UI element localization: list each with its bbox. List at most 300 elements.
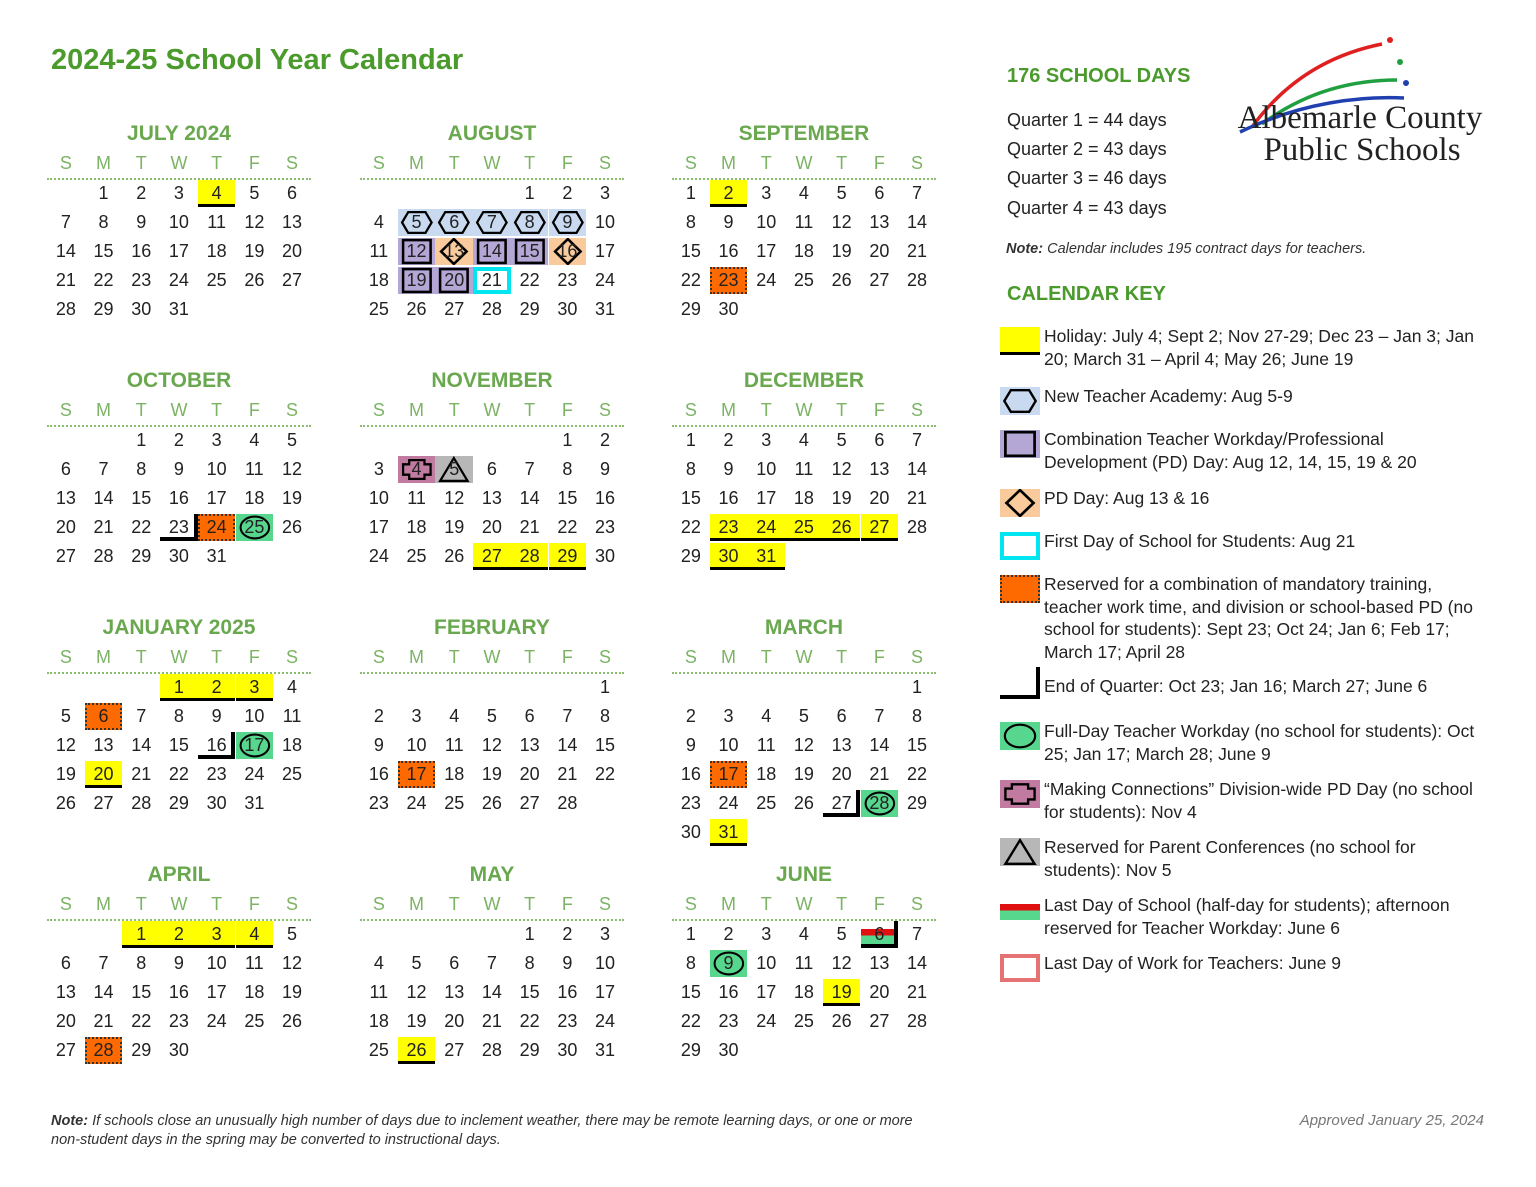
day-number: 24 [368,546,389,566]
day-cell [47,485,85,512]
day-number: 21 [869,764,890,784]
key-label: First Day of School for Students: Aug 21 [1044,531,1356,551]
day-cell [398,267,436,294]
key-label: End of Quarter: Oct 23; Jan 16; March 27; June 6 [1044,676,1428,696]
weekday-header: T [524,153,536,173]
day-cell [360,1037,398,1064]
day-cell [273,761,311,788]
day-cell [861,514,899,541]
day-number: 3 [249,677,260,697]
day-cell [273,180,311,207]
day-number: 30 [718,299,739,319]
day-number: 22 [93,270,114,290]
day-cell [198,1008,236,1035]
weekday-header: F [873,153,885,173]
day-cell [398,543,436,570]
day-cell [747,267,785,294]
day-cell [122,238,160,265]
key-label: PD Day: Aug 13 & 16 [1044,488,1210,508]
weekday-header: M [96,153,112,173]
day-cell [898,950,936,977]
day-number: 24 [756,517,777,537]
day-number: 2 [562,183,573,203]
day-cell [785,485,823,512]
day-number: 17 [244,735,265,755]
day-number: 9 [723,953,734,973]
day-number: 23 [168,517,189,537]
day-cell [823,238,861,265]
day-number: 1 [600,677,611,697]
day-cell [198,267,236,294]
day-number: 30 [680,822,701,842]
day-number: 16 [680,764,701,784]
key-label: Holiday: July 4; Sept 2; Nov 27-29; Dec 23 – Jan 3; Jan 20; March 31 – April 4; May 26; June 19 [1044,326,1474,369]
day-number: 12 [244,212,265,232]
day-cell [360,267,398,294]
day-number: 29 [93,299,114,319]
weekday-header: S [684,894,697,914]
day-cell [47,456,85,483]
day-cell [747,180,785,207]
day-number: 18 [756,764,777,784]
month-july-2024 [47,120,311,340]
day-number: 28 [907,1011,928,1031]
day-number: 18 [206,241,227,261]
day-cell [160,1008,198,1035]
day-cell [511,238,549,265]
day-cell [785,703,823,730]
day-cell [85,514,123,541]
day-number: 27 [55,1040,76,1060]
weekday-header: S [599,153,612,173]
day-cell [273,1008,311,1035]
day-number: 13 [282,212,303,232]
day-cell [898,732,936,759]
day-cell [586,296,624,323]
weekday-header: W [795,647,813,667]
day-cell [398,950,436,977]
day-cell [473,979,511,1006]
day-cell [898,238,936,265]
day-cell [549,1037,587,1064]
day-cell [85,485,123,512]
day-cell [473,456,511,483]
square-icon [1000,430,1040,458]
key-swatch [1000,954,1040,982]
day-cell [160,543,198,570]
day-number: 8 [136,459,147,479]
day-number: 2 [173,924,184,944]
day-number: 19 [831,982,852,1002]
weekday-header: F [248,400,260,420]
day-number: 14 [557,735,578,755]
day-number: 22 [519,1011,540,1031]
day-number: 30 [718,1040,739,1060]
reserved-day-highlight [1000,575,1040,603]
day-number: 21 [55,270,76,290]
day-cell [823,485,861,512]
weekday-header: M [721,647,737,667]
day-cell [85,238,123,265]
day-cell [236,761,274,788]
page-title: 2024-25 School Year Calendar [51,44,464,76]
month-april [47,861,311,1081]
day-number: 7 [912,183,923,203]
day-cell [823,790,861,817]
contract-days-note [1006,241,1366,257]
weekday-header: W [483,400,501,420]
day-number: 18 [244,982,265,1002]
day-cell [47,209,85,236]
weekday-header: T [836,153,848,173]
day-number: 13 [869,953,890,973]
day-number: 20 [444,1011,465,1031]
day-cell [511,514,549,541]
weekday-header: W [795,153,813,173]
day-cell [85,456,123,483]
day-number: 11 [245,459,264,479]
day-cell [473,1037,511,1064]
day-number: 3 [761,183,772,203]
day-cell [160,456,198,483]
day-number: 24 [595,270,616,290]
day-cell [360,485,398,512]
day-cell [549,485,587,512]
day-cell [511,732,549,759]
weekday-header: S [599,647,612,667]
day-number: 19 [282,982,303,1002]
day-cell [160,485,198,512]
day-cell [823,180,861,207]
day-number: 4 [249,430,260,450]
day-number: 8 [600,706,611,726]
day-number: 11 [756,735,776,755]
day-cell [435,514,473,541]
day-number: 7 [98,459,109,479]
day-cell [511,543,549,570]
day-cell [122,543,160,570]
day-cell [47,543,85,570]
day-number: 29 [131,1040,152,1060]
day-number: 26 [831,270,852,290]
day-number: 3 [600,924,611,944]
day-number: 23 [718,270,739,290]
day-cell [710,427,748,454]
day-cell [586,209,624,236]
day-cell [122,1008,160,1035]
day-number: 1 [173,677,184,697]
day-number: 24 [406,793,427,813]
day-cell [586,543,624,570]
day-number: 11 [794,212,814,232]
day-cell [360,979,398,1006]
day-number: 2 [723,430,734,450]
day-number: 6 [60,953,71,973]
day-number: 4 [373,212,384,232]
day-number: 5 [287,924,298,944]
day-cell [861,732,899,759]
day-number: 5 [60,706,71,726]
day-cell [122,979,160,1006]
day-cell [473,950,511,977]
day-number: 14 [907,953,928,973]
day-number: 8 [912,706,923,726]
day-cell [398,514,436,541]
day-number: 15 [519,241,540,261]
day-cell [586,732,624,759]
weekday-header: W [170,400,188,420]
day-number: 30 [168,546,189,566]
day-cell [198,427,236,454]
day-number: 12 [831,459,852,479]
day-number: 16 [718,982,739,1002]
day-number: 26 [406,299,427,319]
month-title: JUNE [775,863,833,886]
weekday-header: S [599,894,612,914]
day-number: 16 [557,241,578,261]
day-cell [747,761,785,788]
day-number: 31 [244,793,265,813]
day-number: 28 [131,793,152,813]
day-number: 4 [211,183,222,203]
day-number: 1 [524,183,535,203]
weekday-header: T [836,894,848,914]
day-cell [861,921,899,948]
day-cell [861,456,899,483]
day-number: 10 [756,953,777,973]
footer-note-label: Note: [51,1113,89,1129]
day-cell [710,209,748,236]
day-number: 27 [55,546,76,566]
day-number: 15 [595,735,616,755]
day-number: 25 [793,270,814,290]
day-number: 15 [680,982,701,1002]
key-swatch [1000,327,1040,355]
weekday-header: S [684,153,697,173]
month-title: SEPTEMBER [738,122,870,145]
weekday-header: T [448,400,460,420]
day-cell [47,1037,85,1064]
day-number: 21 [481,1011,502,1031]
day-number: 14 [907,459,928,479]
day-cell [861,427,899,454]
day-number: 23 [718,1011,739,1031]
day-number: 3 [211,430,222,450]
day-number: 22 [557,517,578,537]
hexagon-icon [1000,387,1040,415]
weekday-header: T [211,153,223,173]
day-number: 20 [869,982,890,1002]
day-cell [672,819,710,846]
day-number: 9 [136,212,147,232]
day-cell [672,543,710,570]
day-number: 25 [406,546,427,566]
day-number: 9 [211,706,222,726]
day-number: 17 [206,982,227,1002]
day-number: 11 [282,706,302,726]
day-number: 7 [874,706,885,726]
day-cell [549,921,587,948]
day-cell [785,1008,823,1035]
day-number: 13 [444,982,465,1002]
weekday-header: W [483,647,501,667]
day-number: 26 [282,517,303,537]
day-number: 14 [55,241,76,261]
day-number: 17 [168,241,189,261]
weekday-header: T [135,400,147,420]
weekday-header: S [372,894,385,914]
day-number: 25 [368,1040,389,1060]
day-number: 17 [595,982,616,1002]
day-cell [198,979,236,1006]
day-number: 29 [680,546,701,566]
weekday-header: W [795,894,813,914]
day-number: 9 [600,459,611,479]
day-number: 10 [595,953,616,973]
day-cell [586,1037,624,1064]
day-number: 23 [206,764,227,784]
day-number: 28 [907,517,928,537]
day-cell [398,209,436,236]
day-number: 16 [168,488,189,508]
end-of-quarter-marker [1000,667,1040,699]
day-cell [85,950,123,977]
day-number: 21 [907,982,928,1002]
weekday-header: F [561,894,573,914]
day-number: 26 [481,793,502,813]
month-may [360,861,624,1081]
day-cell [586,761,624,788]
day-cell [47,267,85,294]
day-number: 21 [907,488,928,508]
day-cell [435,238,473,265]
key-label: Last Day of School (half-day for students); afternoon reserved for Teacher Workday: June 6 [1044,895,1450,938]
day-cell [672,979,710,1006]
day-cell [672,1008,710,1035]
day-number: 12 [793,735,814,755]
day-number: 11 [794,459,814,479]
day-cell [435,1008,473,1035]
day-number: 3 [173,183,184,203]
day-cell [861,209,899,236]
key-label: “Making Connections” Division-wide PD Day (no school for students): Nov 4 [1044,779,1473,822]
school-days-heading: 176 SCHOOL DAYS [1007,65,1191,87]
weekday-header: S [59,153,72,173]
day-cell [898,427,936,454]
day-number: 25 [368,299,389,319]
day-number: 7 [912,430,923,450]
day-number: 24 [168,270,189,290]
day-number: 26 [831,1011,852,1031]
month-august [360,120,624,340]
weekday-header: M [96,647,112,667]
day-number: 8 [98,212,109,232]
day-cell [861,180,899,207]
day-number: 17 [595,241,616,261]
day-number: 31 [168,299,189,319]
day-cell [236,485,274,512]
day-number: 22 [907,764,928,784]
day-cell [586,979,624,1006]
day-number: 25 [793,1011,814,1031]
weekday-header: W [795,400,813,420]
day-number: 2 [562,924,573,944]
day-cell [586,950,624,977]
footer-note-text: If schools close an unusually high number of days due to inclement weather, there may be remote learning days, or one or more non-student days in the spring may be converted to instructional days. [51,1113,913,1148]
day-cell [861,1008,899,1035]
day-cell [273,267,311,294]
day-cell [785,761,823,788]
day-cell [672,790,710,817]
day-number: 8 [685,459,696,479]
footer-note [51,1112,931,1150]
day-number: 10 [406,735,427,755]
note-label: Note: [1006,241,1044,257]
weekday-header: M [409,894,425,914]
day-number: 24 [595,1011,616,1031]
day-cell [586,456,624,483]
day-cell [160,703,198,730]
day-number: 6 [449,212,460,232]
key-swatch [1000,667,1040,699]
day-cell [122,761,160,788]
day-cell [360,950,398,977]
day-cell [85,296,123,323]
month-september [672,120,936,340]
day-cell [586,180,624,207]
day-number: 2 [723,183,734,203]
day-cell [273,238,311,265]
day-number: 4 [411,459,422,479]
day-number: 10 [168,212,189,232]
day-number: 19 [793,764,814,784]
day-cell [898,456,936,483]
day-cell [398,456,436,483]
day-cell [360,296,398,323]
day-number: 22 [168,764,189,784]
day-number: 21 [481,270,502,290]
day-number: 31 [595,299,616,319]
day-number: 14 [481,241,502,261]
day-number: 20 [93,764,114,784]
day-number: 21 [907,241,928,261]
day-cell [511,703,549,730]
day-number: 17 [756,982,777,1002]
day-number: 19 [406,1011,427,1031]
day-cell [823,456,861,483]
day-cell [710,790,748,817]
day-number: 9 [373,735,384,755]
day-number: 5 [836,183,847,203]
day-number: 4 [449,706,460,726]
day-number: 15 [907,735,928,755]
day-number: 30 [718,546,739,566]
svg-text:Albemarle County: Albemarle County [1237,100,1483,136]
day-cell [360,703,398,730]
key-swatch [1000,430,1040,458]
day-number: 1 [912,677,923,697]
day-cell [398,296,436,323]
day-cell [672,180,710,207]
day-cell [360,761,398,788]
day-number: 15 [93,241,114,261]
note-text: Calendar includes 195 contract days for teachers. [1043,241,1367,257]
weekday-header: M [96,400,112,420]
day-number: 16 [131,241,152,261]
day-number: 19 [55,764,76,784]
day-number: 13 [831,735,852,755]
day-cell [198,485,236,512]
